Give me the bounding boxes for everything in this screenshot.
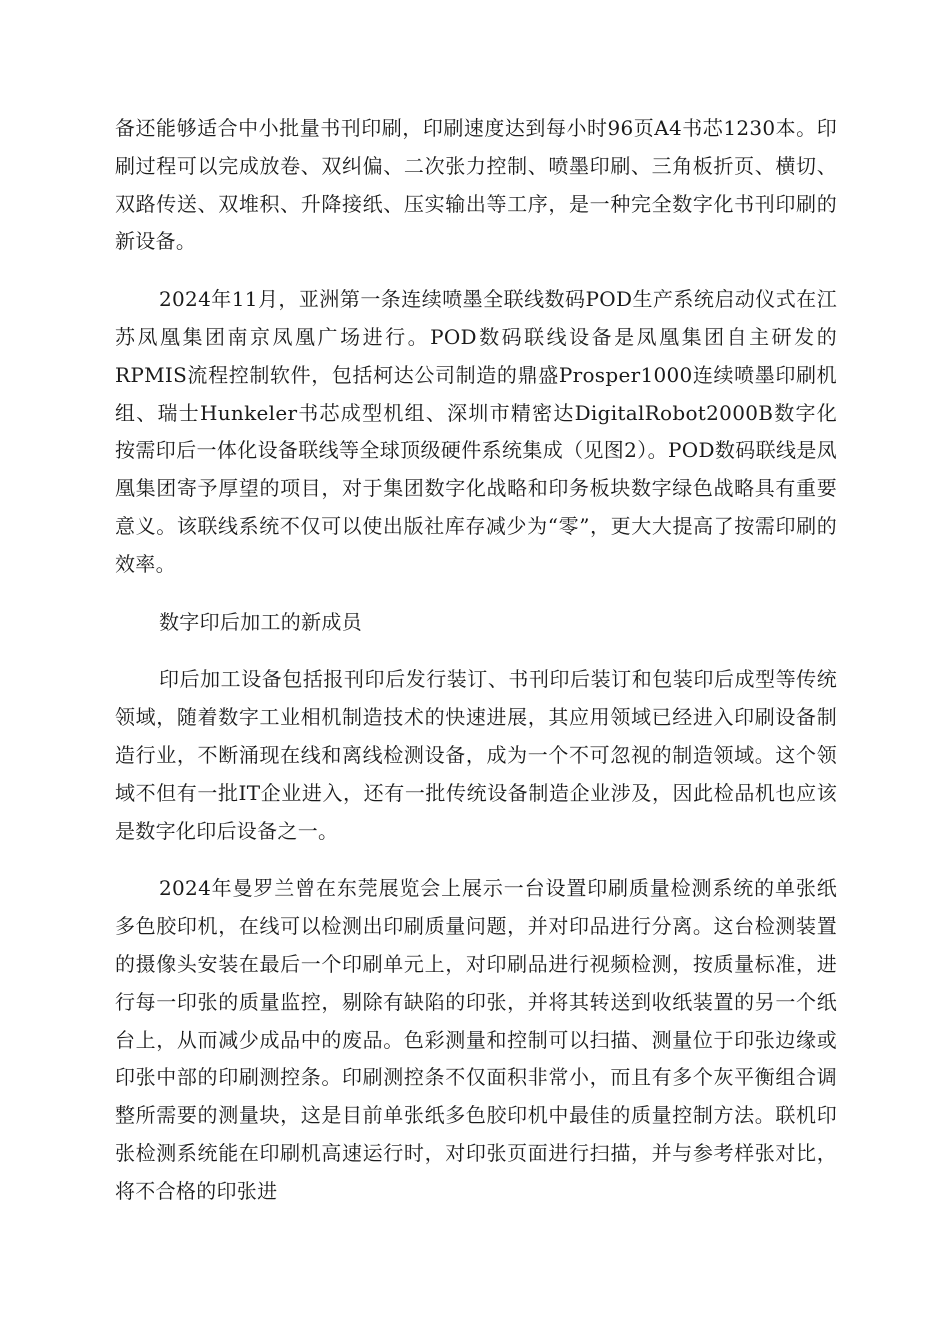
paragraph-inspection-system: 2024年曼罗兰曾在东莞展览会上展示一台设置印刷质量检测系统的单张纸多色胶印机，在线可以检测出印刷质量问题，并对印品进行分离。这台检测装置的摄像头安装在最后一个印刷单元上，对印刷品进行视频检测，按质量标准，进行每一印张的质量监控，剔除有缺陷的印张，并将其转送到收纸装置的另一个纸台上，从而减少成品中的废品。色彩测量和控制可以扫描、测量位于印张边缘或印张中部的印刷测控条。印刷测控条不仅面积非常小，而且有多个灰平衡组合调整所需要的测量块，这是目前单张纸多色胶印机中最佳的质量控制方法。联机印张检测系统能在印刷机高速运行时，对印张页面进行扫描，并与参考样张对比，将不合格的印张进 — [115, 876, 837, 1203]
paragraph-pod-system: 2024年11月，亚洲第一条连续喷墨全联线数码POD生产系统启动仪式在江苏凤凰集团南京凤凰广场进行。POD数码联线设备是凤凰集团自主研发的RPMIS流程控制软件，包括柯达公司制造的鼎盛Prosper1000连续喷墨印刷机组、瑞士Hunkeler书芯成型机组、深圳市精密达DigitalRobot2000B数字化按需印后一体化设备联线等全球顶级硬件系统集成（见图2）。POD数码联线是凤凰集团寄予厚望的项目，对于集团数字化战略和印务板块数字绿色战略具有重要意义。该联线系统不仅可以使出版社库存减少为“零”，更大大提高了按需印刷的效率。 — [115, 287, 837, 576]
paragraph-postpress-equipment: 印后加工设备包括报刊印后发行装订、书刊印后装订和包装印后成型等传统领域，随着数字工业相机制造技术的快速进展，其应用领域已经进入印刷设备制造行业，不断涌现在线和离线检测设备，成为一个不可忽视的制造领域。这个领域不但有一批IT企业进入，还有一批传统设备制造企业涉及，因此检品机也应该是数字化印后设备之一。 — [115, 667, 837, 843]
section-heading: 数字印后加工的新成员 — [159, 609, 362, 634]
document-page — [115, 110, 837, 1231]
paragraph-continuation: 备还能够适合中小批量书刊印刷，印刷速度达到每小时96页A4书芯1230本。印刷过程可以完成放卷、双纠偏、二次张力控制、喷墨印刷、三角板折页、横切、双路传送、双堆积、升降接纸、压实输出等工序，是一种完全数字化书刊印刷的新设备。 — [115, 116, 837, 254]
